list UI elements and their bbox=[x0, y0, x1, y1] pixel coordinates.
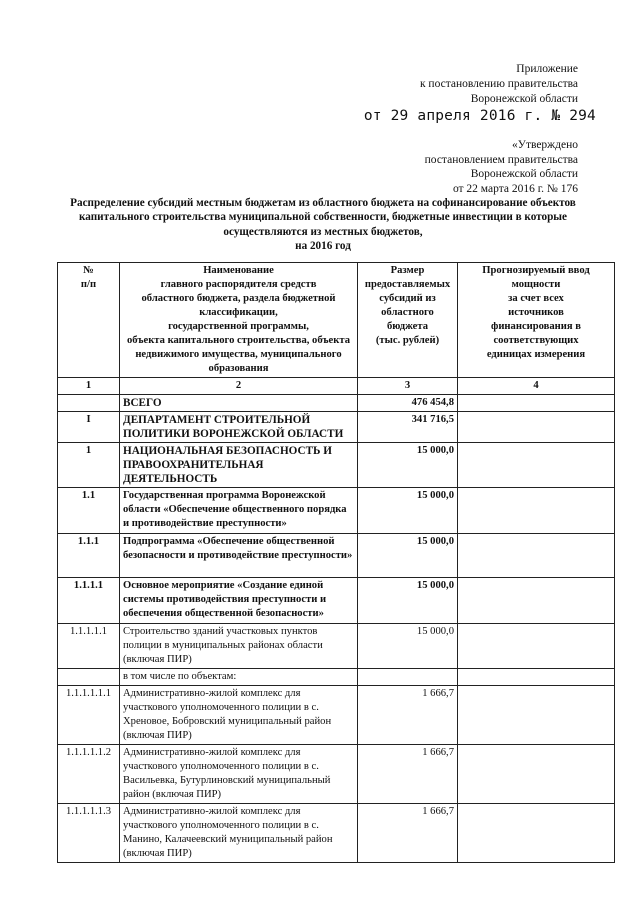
annex-line: Приложение bbox=[516, 63, 578, 75]
row-amount: 1 666,7 bbox=[358, 804, 458, 863]
annex-header bbox=[420, 62, 578, 107]
table-row bbox=[58, 578, 615, 624]
row-code: 1.1.1.1.1 bbox=[58, 624, 120, 669]
row-amount: 341 716,5 bbox=[358, 412, 458, 443]
row-name: Подпрограмма «Обеспечение общественной безопасности и противодействие преступности» bbox=[120, 534, 358, 578]
document-title bbox=[58, 196, 588, 254]
approval-block bbox=[425, 138, 578, 196]
row-code: 1.1.1.1.1.3 bbox=[58, 804, 120, 863]
row-amount: 15 000,0 bbox=[358, 488, 458, 534]
row-amount: 476 454,8 bbox=[358, 395, 458, 412]
table-row bbox=[58, 412, 615, 443]
row-name: Административно-жилой комплекс для участкового уполномоченного полиции в с. Васильевка, Бутурлиновский муниципальный район (включая ПИР) bbox=[120, 745, 358, 804]
row-code: 1 bbox=[58, 443, 120, 488]
row-amount: 15 000,0 bbox=[358, 443, 458, 488]
row-code bbox=[58, 669, 120, 686]
table-row bbox=[58, 488, 615, 534]
table-row bbox=[58, 534, 615, 578]
row-capacity bbox=[458, 534, 615, 578]
approval-line: Воронежской области bbox=[470, 168, 578, 181]
row-name: Основное мероприятие «Создание единой системы противодействия преступности и обеспечения общественной безопасности» bbox=[120, 578, 358, 624]
decree-date-stamp: от 29 апреля 2016 г. № 294 bbox=[363, 108, 596, 124]
table-row bbox=[58, 686, 615, 745]
row-name: ДЕПАРТАМЕНТ СТРОИТЕЛЬНОЙ ПОЛИТИКИ ВОРОНЕЖСКОЙ ОБЛАСТИ bbox=[120, 412, 358, 443]
table-row bbox=[58, 745, 615, 804]
title-line: капитального строительства муниципальной собственности, бюджетные инвестиции в которые bbox=[78, 211, 568, 224]
title-line: Распределение субсидий местным бюджетам из областного бюджета на софинансирование объектов bbox=[70, 197, 576, 209]
row-capacity bbox=[458, 804, 615, 863]
row-name: в том числе по объектам: bbox=[120, 669, 358, 686]
annex-line: Воронежской области bbox=[470, 93, 578, 105]
row-amount: 15 000,0 bbox=[358, 534, 458, 578]
table-row bbox=[58, 804, 615, 863]
header-capacity: Прогнозируемый ввод мощности за счет всех источников финансирования в соответствующих единицах измерения bbox=[458, 263, 615, 378]
row-capacity bbox=[458, 745, 615, 804]
table-row bbox=[58, 669, 615, 686]
row-name: НАЦИОНАЛЬНАЯ БЕЗОПАСНОСТЬ И ПРАВООХРАНИТЕЛЬНАЯ ДЕЯТЕЛЬНОСТЬ bbox=[120, 443, 358, 488]
row-amount: 1 666,7 bbox=[358, 745, 458, 804]
row-capacity bbox=[458, 624, 615, 669]
row-capacity bbox=[458, 686, 615, 745]
table-row bbox=[58, 395, 615, 412]
table-row bbox=[58, 624, 615, 669]
row-amount: 1 666,7 bbox=[358, 686, 458, 745]
column-number: 4 bbox=[458, 378, 615, 395]
header-name: Наименование главного распорядителя средств областного бюджета, раздела бюджетной классификации, государственной программы, объекта капитального строительства, объекта недвижимого имущества, муниципального образования bbox=[120, 263, 358, 378]
row-code: 1.1.1.1.1.1 bbox=[58, 686, 120, 745]
row-code: 1.1.1.1 bbox=[58, 578, 120, 624]
row-name: ВСЕГО bbox=[120, 395, 358, 412]
column-number: 2 bbox=[120, 378, 358, 395]
row-amount: 15 000,0 bbox=[358, 624, 458, 669]
approval-line: от 22 марта 2016 г. № 176 bbox=[452, 182, 578, 195]
subsidy-table bbox=[57, 262, 615, 863]
row-amount: 15 000,0 bbox=[358, 578, 458, 624]
row-capacity bbox=[458, 669, 615, 686]
annex-line: к постановлению правительства bbox=[419, 78, 578, 90]
title-line: на 2016 год bbox=[295, 240, 351, 253]
column-number: 3 bbox=[358, 378, 458, 395]
row-capacity bbox=[458, 395, 615, 412]
column-number: 1 bbox=[58, 378, 120, 395]
approval-line: «Утверждено bbox=[512, 139, 578, 151]
table-header-row bbox=[58, 263, 615, 378]
row-amount bbox=[358, 669, 458, 686]
header-number: № п/п bbox=[58, 263, 120, 378]
header-amount: Размер предоставляемых субсидий из областного бюджета (тыс. рублей) bbox=[358, 263, 458, 378]
row-name: Административно-жилой комплекс для участкового уполномоченного полиции в с. Манино, Калачеевский муниципальный район (включая ПИР) bbox=[120, 804, 358, 863]
row-code: 1.1.1 bbox=[58, 534, 120, 578]
table-row bbox=[58, 443, 615, 488]
approval-line: постановлением правительства bbox=[424, 153, 578, 166]
row-name: Государственная программа Воронежской области «Обеспечение общественного порядка и противодействие преступности» bbox=[120, 488, 358, 534]
row-capacity bbox=[458, 412, 615, 443]
row-code: 1.1.1.1.1.2 bbox=[58, 745, 120, 804]
row-capacity bbox=[458, 578, 615, 624]
row-name: Административно-жилой комплекс для участкового уполномоченного полиции в с. Хреновое, Бобровский муниципальный район (включая ПИР) bbox=[120, 686, 358, 745]
column-number-row bbox=[58, 378, 615, 395]
row-code: I bbox=[58, 412, 120, 443]
title-line: осуществляются из местных бюджетов, bbox=[223, 225, 423, 238]
row-capacity bbox=[458, 488, 615, 534]
row-code: 1.1 bbox=[58, 488, 120, 534]
row-capacity bbox=[458, 443, 615, 488]
row-name: Строительство зданий участковых пунктов полиции в муниципальных районах области (включая ПИР) bbox=[120, 624, 358, 669]
row-code bbox=[58, 395, 120, 412]
